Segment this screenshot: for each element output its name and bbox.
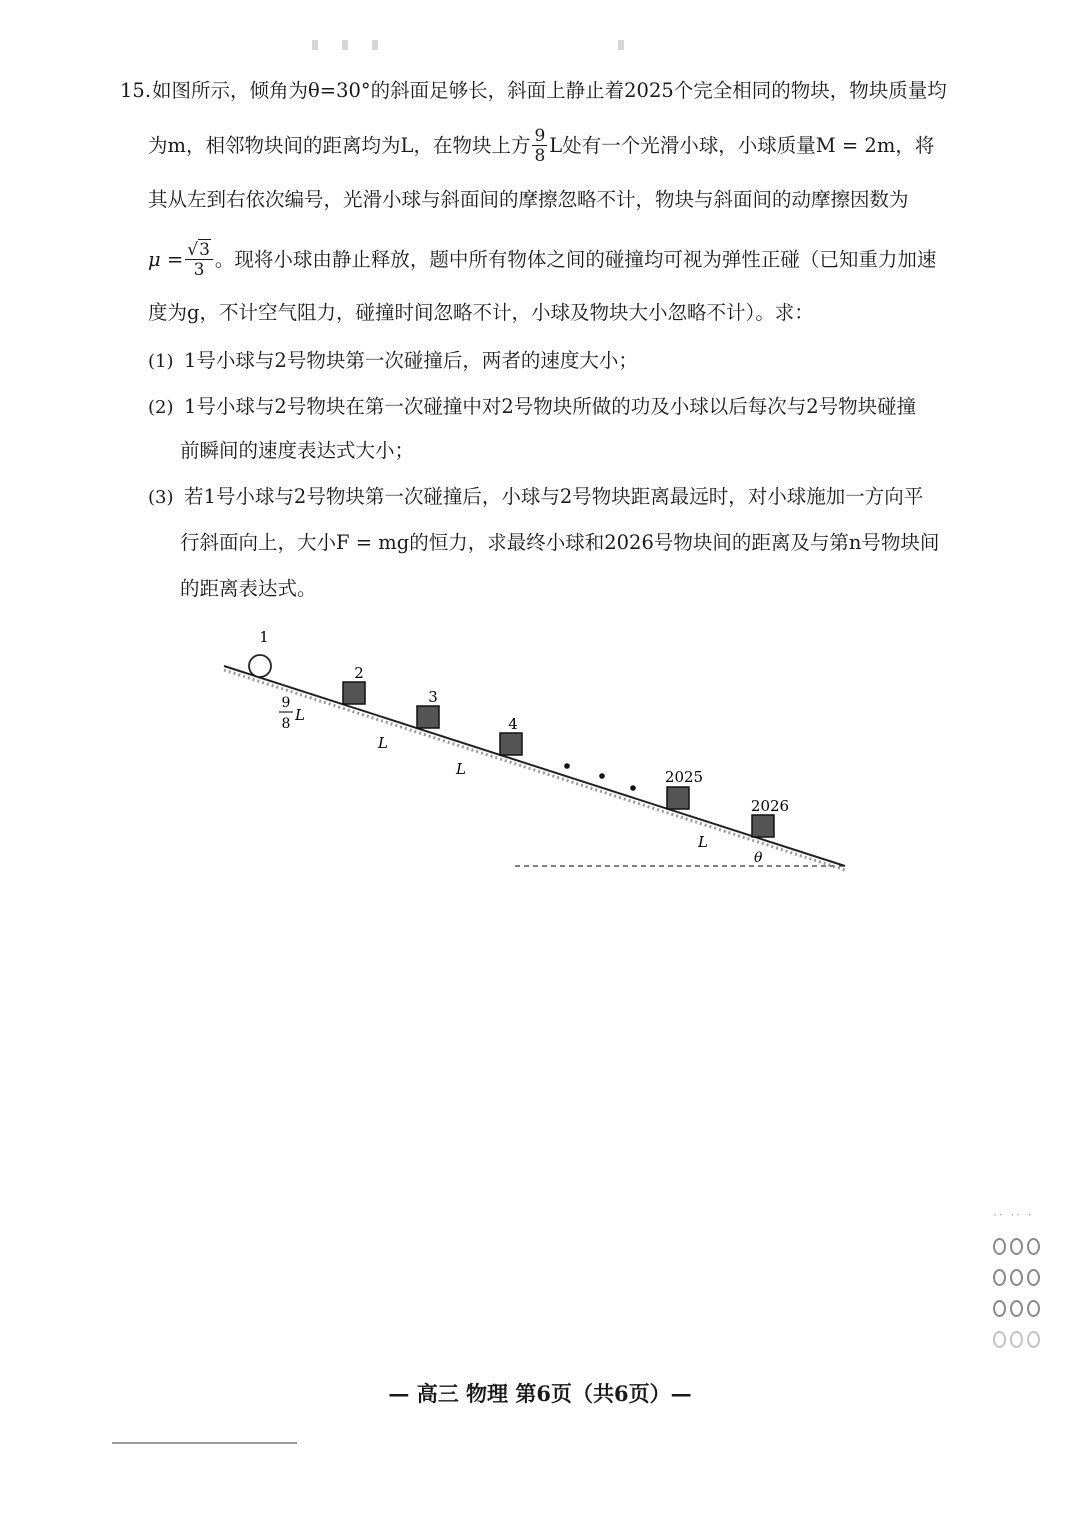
bubble: [1027, 1331, 1040, 1348]
incline-diagram: [210, 620, 870, 890]
block-label-2: 2: [354, 664, 364, 682]
bottom-rule: [112, 1442, 297, 1444]
ball-1: [249, 655, 271, 677]
problem-line-3: 其从左到右依次编号，光滑小球与斜面间的摩擦忽略不计，物块与斜面间的动摩擦因数为: [148, 188, 909, 211]
fraction-sqrt3-3: $\frac{√3}{3}$: [185, 242, 213, 279]
bubble: [993, 1300, 1006, 1317]
block-4: [500, 733, 522, 755]
sub-question-1: (1) 1号小球与2号物块第一次碰撞后，两者的速度大小；: [148, 349, 638, 372]
bubble: [1010, 1269, 1023, 1286]
ellipsis-dot: [599, 773, 605, 779]
gap-label-L: L: [698, 833, 708, 851]
bubble: [1010, 1331, 1023, 1348]
gap-label-L: L: [456, 760, 466, 778]
problem-line-2: 为m，相邻物块间的距离均为L，在物块上方 $\frac{9}{8}$ L处有一个光滑小球，小球质量M = 2m，将: [148, 126, 935, 166]
sub-question-3-cont2: 的距离表达式。: [180, 577, 317, 600]
block-label-2025: 2025: [664, 768, 704, 786]
sub-question-3-cont: 行斜面向上，大小F = mg的恒力，求最终小球和2026号物块间的距离及与第n号物块间: [180, 531, 940, 554]
bubble: [1027, 1238, 1040, 1255]
incline-hatching: [224, 670, 845, 870]
bubble: [1010, 1300, 1023, 1317]
ellipsis-dot: [564, 763, 570, 769]
ellipsis-dot: [630, 785, 636, 791]
question-number: 15.: [120, 79, 152, 102]
sub-question-2-cont: 前瞬间的速度表达式大小；: [180, 439, 415, 462]
sub-question-2: (2) 1号小球与2号物块在第一次碰撞中对2号物块所做的功及小球以后每次与2号物块碰撞: [148, 395, 917, 418]
bubble: [993, 1238, 1006, 1255]
bubble-header-smudge: ·· ·· ·: [993, 1208, 1034, 1222]
incline-svg: [210, 620, 870, 890]
bubble: [1027, 1269, 1040, 1286]
block-2025: [667, 787, 689, 809]
problem-line-4: μ = $\frac{√3}{3}$ 。现将小球由静止释放，题中所有物体之间的碰撞均可视为弹性正碰（已知重力加速: [148, 240, 937, 280]
block-2: [343, 682, 365, 704]
fraction-9-8: $\frac{9}{8}$: [534, 126, 546, 166]
frac-label-den: 8: [281, 716, 291, 732]
bubble: [1010, 1238, 1023, 1255]
angle-label: θ: [754, 850, 763, 866]
block-label-4: 4: [508, 715, 518, 733]
scan-marks-top: [300, 40, 660, 54]
gap-label-L: L: [378, 734, 388, 752]
bubble: [993, 1331, 1006, 1348]
frac-label-num: 9: [281, 695, 291, 711]
frac-label-L: L: [295, 706, 305, 724]
bubble: [1027, 1300, 1040, 1317]
block-label-2026: 2026: [750, 797, 790, 815]
ball-label: 1: [259, 628, 269, 646]
sub-question-3: (3) 若1号小球与2号物块第一次碰撞后，小球与2号物块距离最远时，对小球施加一方向平: [148, 485, 924, 508]
block-2026: [752, 815, 774, 837]
bubble: [993, 1269, 1006, 1286]
problem-line-5: 度为g，不计空气阻力，碰撞时间忽略不计，小球及物块大小忽略不计）。求：: [148, 301, 814, 324]
problem-line-1: 15.如图所示，倾角为θ=30°的斜面足够长，斜面上静止着2025个完全相同的物块，物块质量均: [120, 76, 947, 106]
block-label-3: 3: [428, 688, 438, 706]
block-3: [417, 706, 439, 728]
page-footer: — 高三 物理 第6页（共6页）—: [388, 1381, 692, 1406]
answer-bubble-marks: [993, 1208, 1053, 1362]
